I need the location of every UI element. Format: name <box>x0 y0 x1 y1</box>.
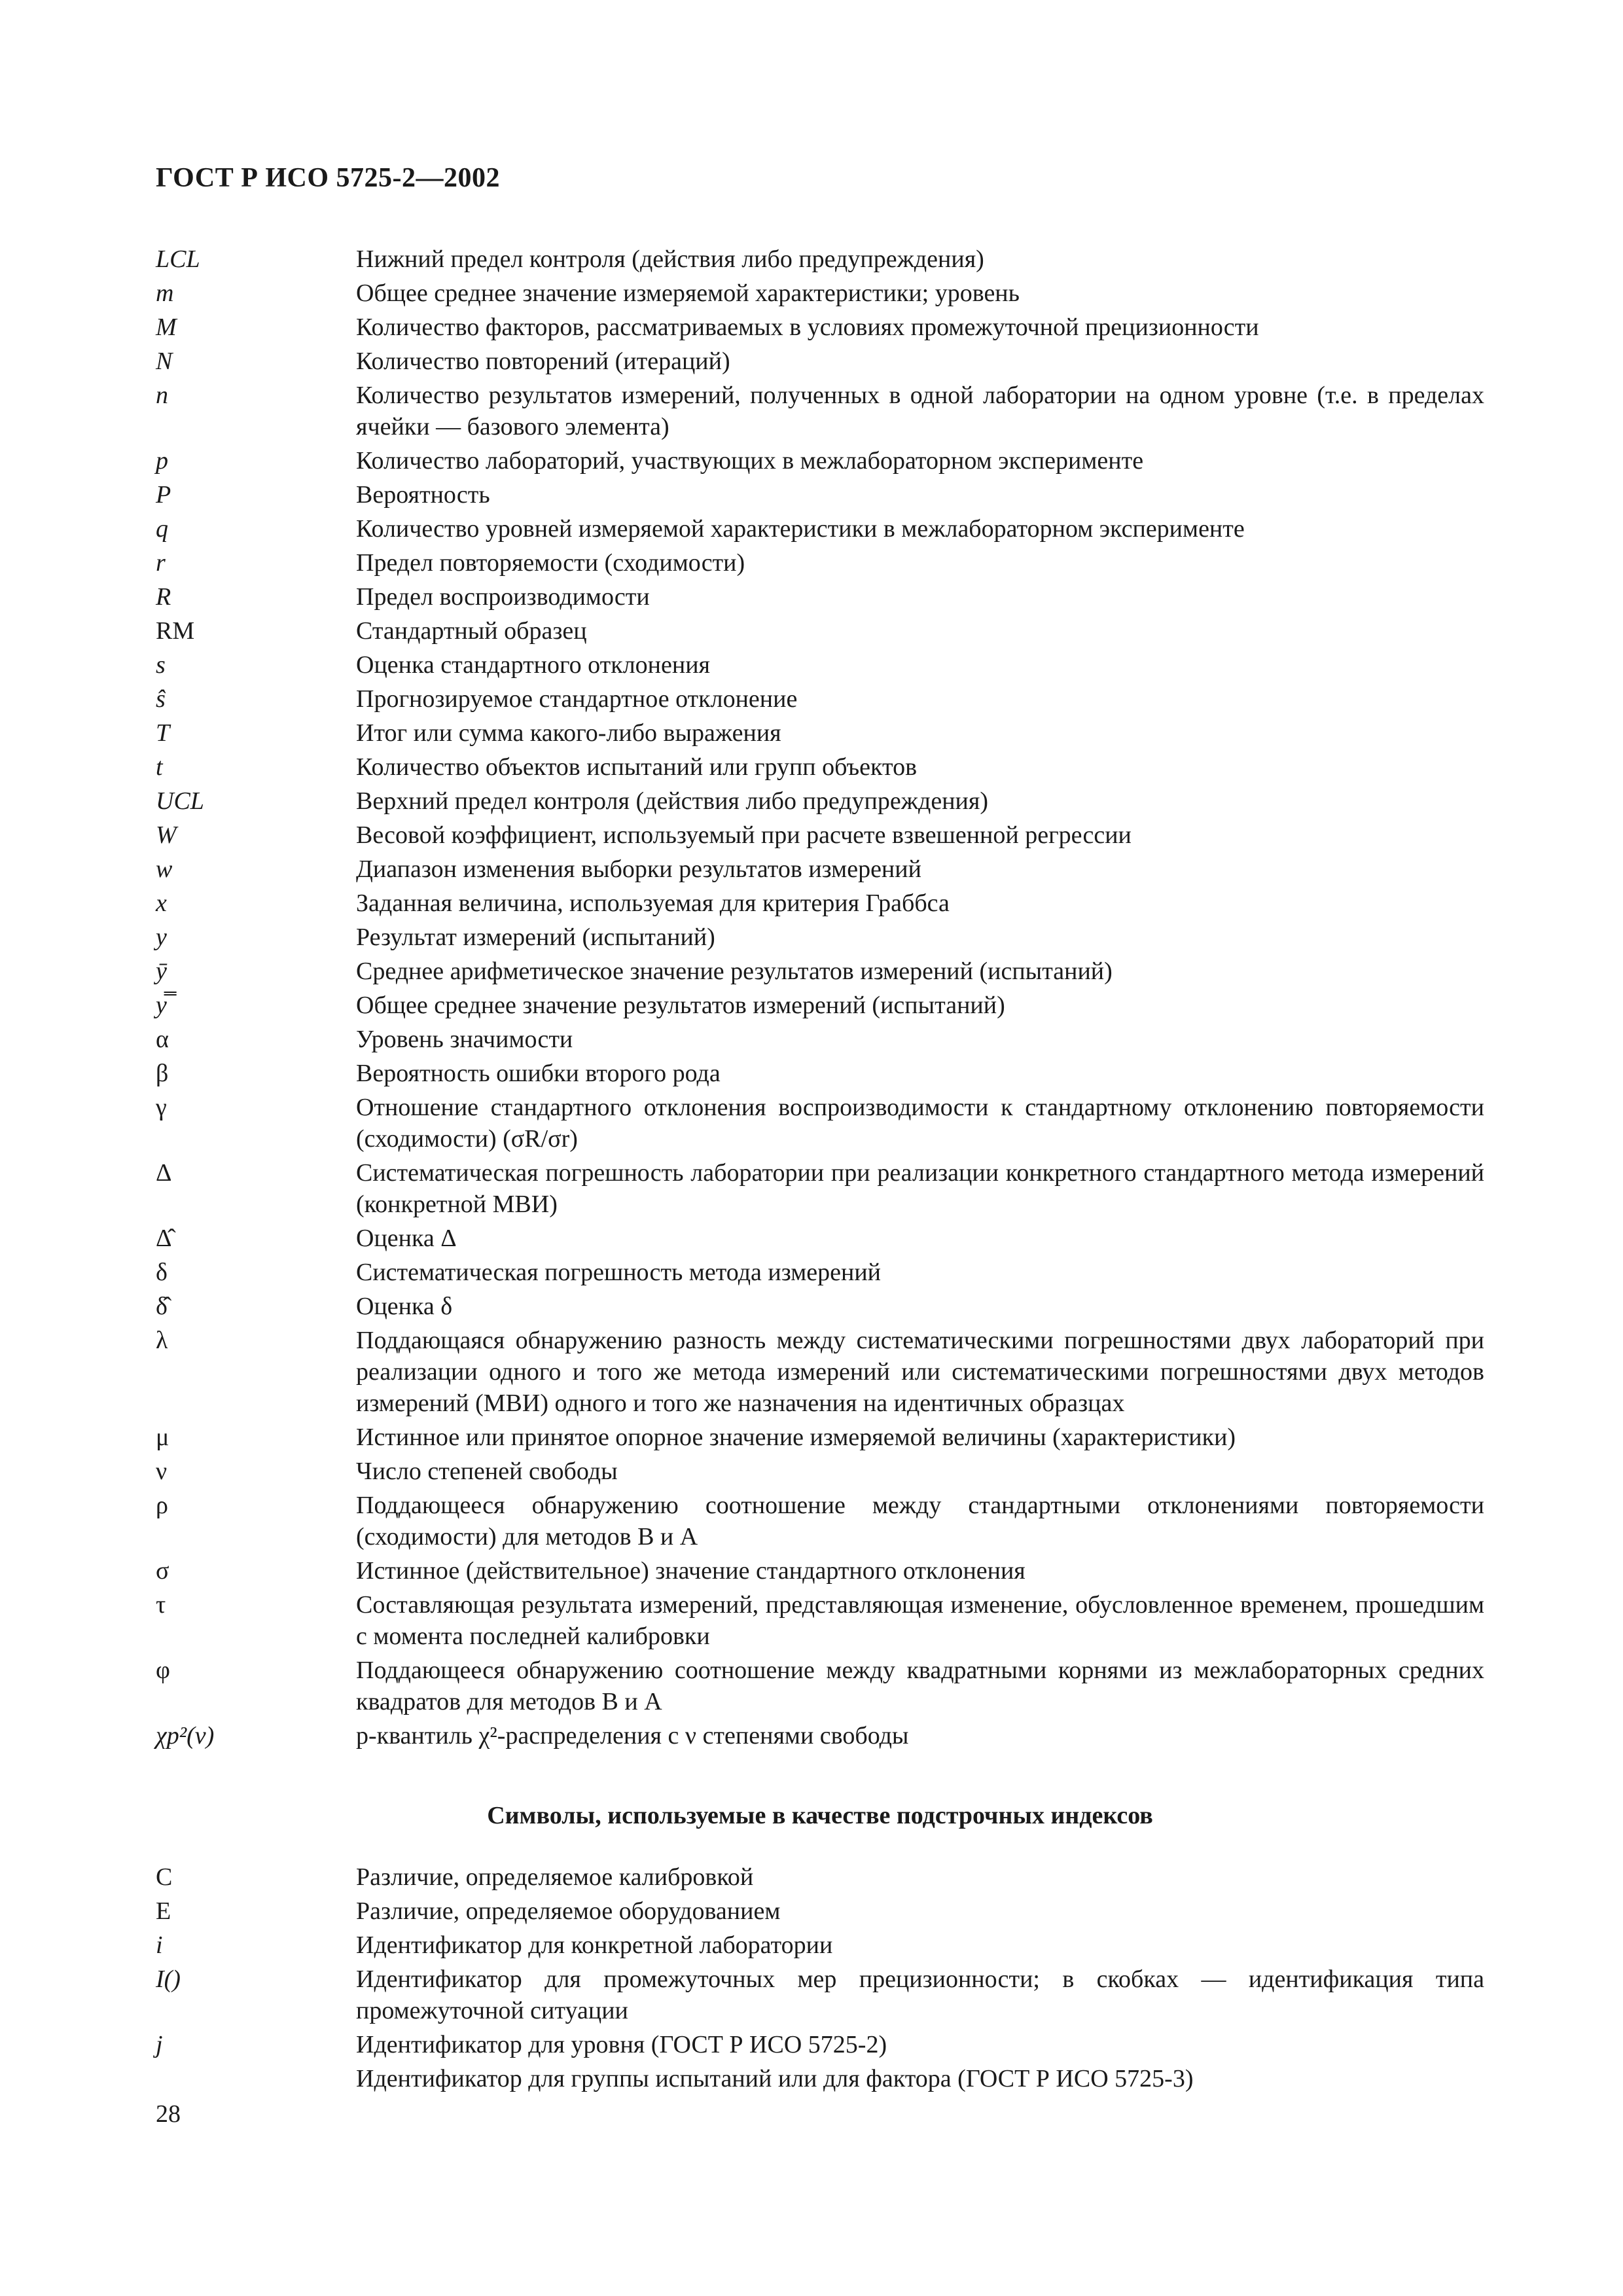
symbol-symbol: μ <box>156 1424 169 1451</box>
symbol-row <box>156 615 1484 647</box>
symbol-description: Заданная величина, используемая для критерия Граббса <box>356 889 950 917</box>
subscript-row <box>156 1895 1484 1927</box>
symbol-row <box>156 853 1484 885</box>
symbol-row <box>156 346 1484 377</box>
subscript-row <box>156 1929 1484 1961</box>
symbol-description: Стандартный образец <box>356 617 587 645</box>
subscript-row <box>156 2063 1484 2094</box>
symbol-symbol: r <box>156 549 166 577</box>
symbol-symbol: ν <box>156 1458 168 1485</box>
subscript-description: Различие, определяемое калибровкой <box>356 1863 754 1891</box>
subscript-row <box>156 1861 1484 1893</box>
symbol-row <box>156 751 1484 783</box>
symbol-symbol: Δ <box>156 1159 172 1187</box>
symbol-row <box>156 1092 1484 1155</box>
symbol-symbol: m <box>156 279 174 307</box>
symbol-symbol: W <box>156 821 177 849</box>
symbol-symbol: n <box>156 382 168 409</box>
symbol-row <box>156 922 1484 953</box>
symbol-description: p-квантиль χ²-распределения с ν степенями свободы <box>356 1722 909 1749</box>
symbol-row <box>156 312 1484 343</box>
symbol-row <box>156 683 1484 715</box>
symbol-description: Систематическая погрешность лаборатории при реализации конкретного стандартного метода измерений (конкретной МВИ) <box>356 1159 1484 1218</box>
subscript-symbol: I() <box>156 1965 181 1993</box>
symbol-row <box>156 888 1484 919</box>
symbol-description: Поддающаяся обнаружению разность между систематическими погрешностями двух лабораторий при реализации одного и того же метода измерений или систематическими погрешностями двух методов измерений (МВИ) одного и того же назначения на идентичных образцах <box>356 1327 1484 1417</box>
symbol-symbol: P <box>156 481 171 509</box>
symbol-symbol: LCL <box>156 245 200 273</box>
subscript-description: Идентификатор для уровня (ГОСТ Р ИСО 5725-2) <box>356 2031 887 2058</box>
subscript-symbol: j <box>156 2031 163 2058</box>
symbol-description: Общее среднее значение результатов измерений (испытаний) <box>356 992 1005 1019</box>
symbol-row <box>156 1257 1484 1288</box>
symbol-description: Предел воспроизводимости <box>356 583 650 611</box>
symbol-row <box>156 649 1484 681</box>
symbol-description: Оценка δ <box>356 1293 453 1320</box>
symbol-row <box>156 1422 1484 1453</box>
symbols-list <box>156 243 1484 1754</box>
subscript-symbol: C <box>156 1863 173 1891</box>
symbol-description: Систематическая погрешность метода измерений <box>356 1259 882 1286</box>
symbol-row <box>156 1490 1484 1552</box>
subscript-symbol: i <box>156 1931 163 1959</box>
symbol-description: Среднее арифметическое значение результатов измерений (испытаний) <box>356 958 1113 985</box>
symbol-row <box>156 479 1484 511</box>
page-number: 28 <box>156 2100 181 2128</box>
symbol-description: Нижний предел контроля (действия либо предупреждения) <box>356 245 984 273</box>
subscript-row <box>156 1964 1484 2026</box>
symbol-row <box>156 1589 1484 1652</box>
symbol-symbol: ŝ <box>156 685 166 713</box>
symbol-symbol: T <box>156 719 170 747</box>
symbol-row <box>156 990 1484 1021</box>
symbol-symbol: N <box>156 348 173 375</box>
symbol-description: Количество лабораторий, участвующих в межлабораторном эксперименте <box>356 447 1144 475</box>
subscript-description: Идентификатор для промежуточных мер прецизионности; в скобках — идентификация типа промежуточной ситуации <box>356 1965 1484 2024</box>
symbol-symbol: σ <box>156 1557 169 1585</box>
symbol-symbol: x <box>156 889 167 917</box>
subscript-description: Идентификатор для группы испытаний или для фактора (ГОСТ Р ИСО 5725-3) <box>356 2065 1194 2092</box>
symbol-symbol: α <box>156 1026 169 1053</box>
symbol-row <box>156 243 1484 275</box>
symbol-row <box>156 1058 1484 1089</box>
symbol-row <box>156 819 1484 851</box>
symbol-description: Количество уровней измеряемой характеристики в межлабораторном эксперименте <box>356 515 1245 543</box>
symbol-row <box>156 785 1484 817</box>
symbol-row <box>156 581 1484 613</box>
symbol-row <box>156 1291 1484 1322</box>
subscript-symbol: E <box>156 1897 171 1925</box>
symbol-description: Уровень значимости <box>356 1026 573 1053</box>
symbol-symbol: ȳ <box>156 958 167 985</box>
symbol-description: Истинное (действительное) значение стандартного отклонения <box>356 1557 1026 1585</box>
symbol-description: Количество факторов, рассматриваемых в условиях промежуточной прецизионности <box>356 314 1259 341</box>
symbol-description: Весовой коэффициент, используемый при расчете взвешенной регрессии <box>356 821 1132 849</box>
symbol-description: Истинное или принятое опорное значение измеряемой величины (характеристики) <box>356 1424 1236 1451</box>
symbol-row <box>156 956 1484 987</box>
symbol-symbol: Δ̂ <box>156 1225 172 1252</box>
symbol-row <box>156 547 1484 579</box>
symbol-symbol: w <box>156 855 173 883</box>
symbol-description: Вероятность <box>356 481 490 509</box>
symbol-row <box>156 1456 1484 1487</box>
symbol-description: Составляющая результата измерений, представляющая изменение, обусловленное временем, прошедшим с момента последней калибровки <box>356 1591 1484 1650</box>
symbol-row <box>156 513 1484 545</box>
symbol-row <box>156 717 1484 749</box>
symbol-description: Итог или сумма какого-либо выражения <box>356 719 781 747</box>
symbol-description: Количество объектов испытаний или групп объектов <box>356 753 918 781</box>
symbol-row <box>156 1157 1484 1220</box>
symbol-symbol: y̿ <box>156 992 167 1019</box>
symbol-symbol: λ <box>156 1327 168 1354</box>
symbol-symbol: δ̂ <box>156 1293 168 1320</box>
symbol-symbol: s <box>156 651 166 679</box>
subscript-row <box>156 2029 1484 2060</box>
symbol-symbol: p <box>156 447 168 475</box>
symbol-row <box>156 1223 1484 1254</box>
symbol-symbol: t <box>156 753 163 781</box>
symbol-symbol: UCL <box>156 787 204 815</box>
section-title: Символы, используемые в качестве подстрочных индексов <box>487 1802 1153 1829</box>
symbol-description: Вероятность ошибки второго рода <box>356 1060 721 1087</box>
symbol-description: Предел повторяемости (сходимости) <box>356 549 745 577</box>
subscripts-list <box>156 1861 1484 2097</box>
symbol-description: Общее среднее значение измеряемой характеристики; уровень <box>356 279 1020 307</box>
symbol-description: Верхний предел контроля (действия либо предупреждения) <box>356 787 989 815</box>
symbol-symbol: γ <box>156 1094 167 1121</box>
symbol-description: Отношение стандартного отклонения воспроизводимости к стандартному отклонению повторяемости (сходимости) (σR/σr) <box>356 1094 1484 1153</box>
symbol-symbol: q <box>156 515 168 543</box>
symbol-row <box>156 1555 1484 1587</box>
symbol-symbol: R <box>156 583 171 611</box>
symbol-symbol: y <box>156 924 167 951</box>
symbol-symbol: δ <box>156 1259 168 1286</box>
symbol-row <box>156 278 1484 309</box>
symbol-description: Поддающееся обнаружению соотношение между квадратными корнями из межлабораторных средних квадратов для методов В и А <box>356 1657 1484 1715</box>
symbol-row <box>156 445 1484 476</box>
symbol-row <box>156 1720 1484 1751</box>
subscript-description: Различие, определяемое оборудованием <box>356 1897 781 1925</box>
symbol-description: Оценка стандартного отклонения <box>356 651 711 679</box>
symbol-symbol: RM <box>156 617 195 645</box>
symbol-row <box>156 1655 1484 1717</box>
symbol-description: Количество результатов измерений, полученных в одной лаборатории на одном уровне (т.е. в пределах ячейки — базового элемента) <box>356 382 1484 440</box>
subscript-description: Идентификатор для конкретной лаборатории <box>356 1931 833 1959</box>
symbol-symbol: β <box>156 1060 169 1087</box>
symbol-row <box>156 1024 1484 1055</box>
symbol-description: Поддающееся обнаружению соотношение между стандартными отклонениями повторяемости (сходимости) для методов В и А <box>356 1492 1484 1551</box>
symbol-symbol: χp²(ν) <box>156 1722 215 1749</box>
symbol-symbol: τ <box>156 1591 166 1619</box>
symbol-description: Оценка Δ <box>356 1225 457 1252</box>
symbol-row <box>156 380 1484 442</box>
symbol-description: Прогнозируемое стандартное отклонение <box>356 685 798 713</box>
symbol-description: Количество повторений (итераций) <box>356 348 730 375</box>
symbol-symbol: ρ <box>156 1492 168 1519</box>
symbol-description: Результат измерений (испытаний) <box>356 924 715 951</box>
symbol-row <box>156 1325 1484 1419</box>
symbol-description: Число степеней свободы <box>356 1458 618 1485</box>
page-header: ГОСТ Р ИСО 5725-2—2002 <box>156 163 501 193</box>
symbol-description: Диапазон изменения выборки результатов измерений <box>356 855 921 883</box>
symbol-symbol: M <box>156 314 177 341</box>
symbol-symbol: φ <box>156 1657 170 1684</box>
